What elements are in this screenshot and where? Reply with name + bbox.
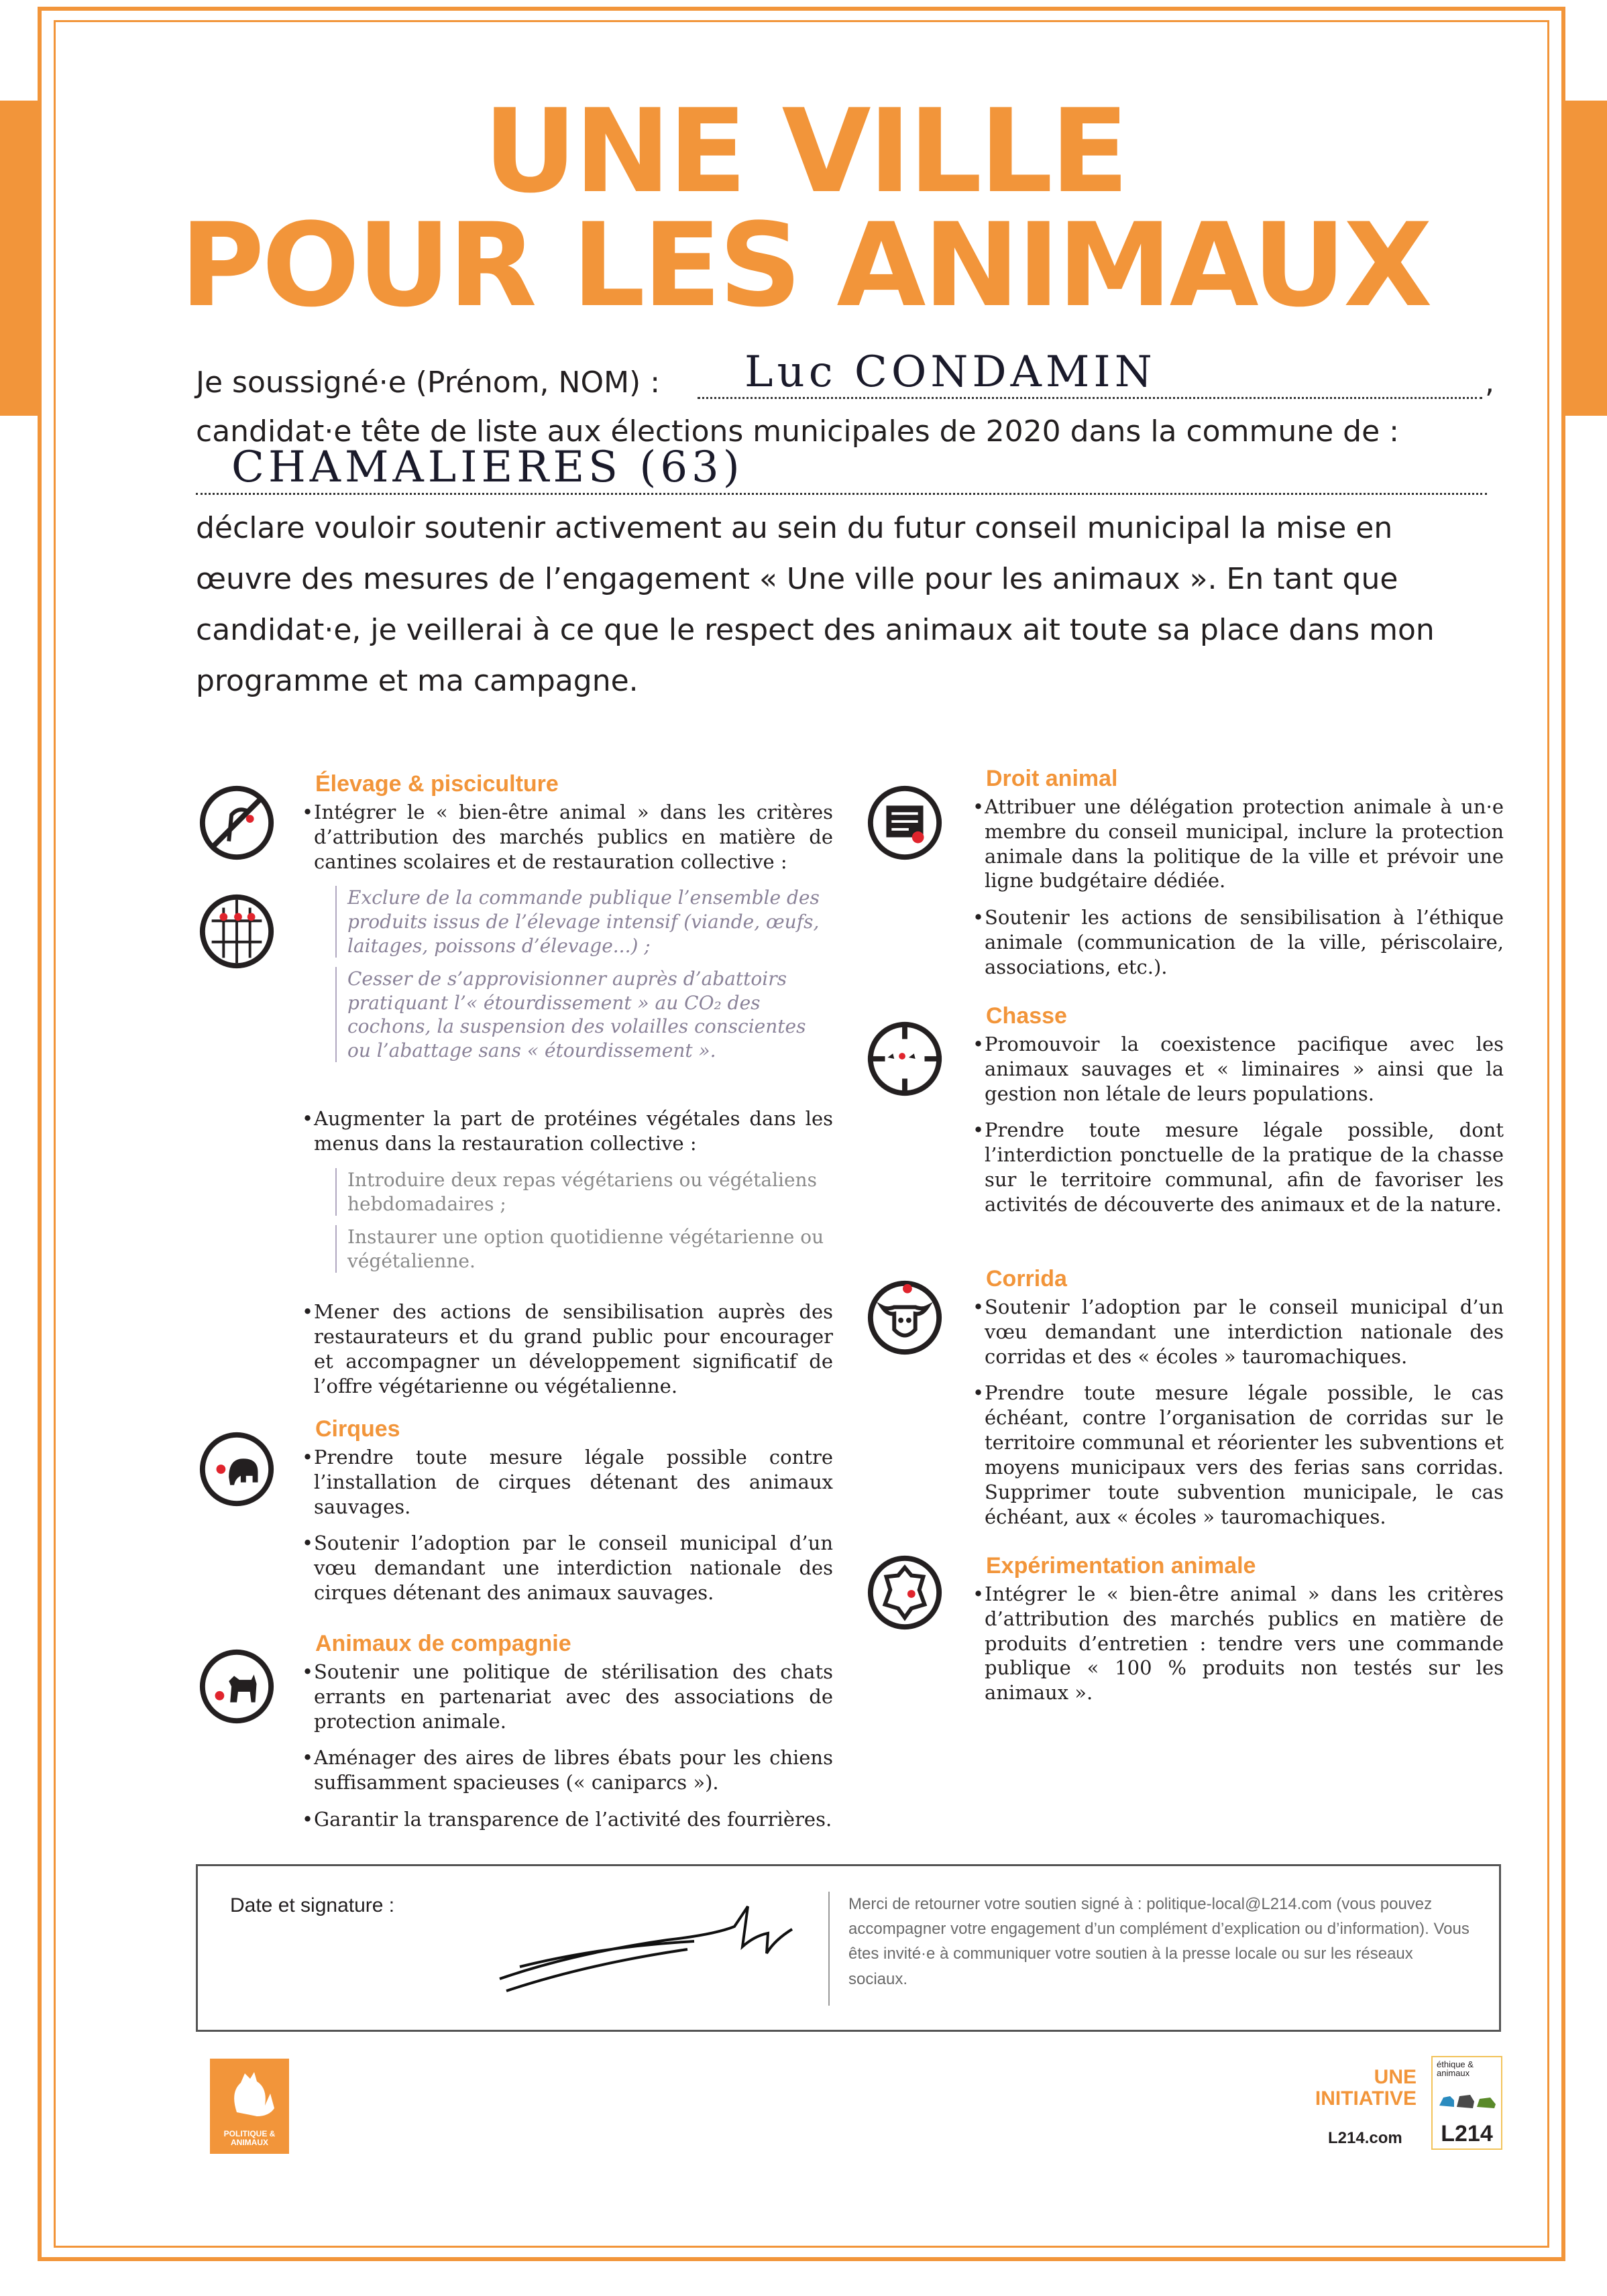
section-droit	[986, 766, 1504, 992]
declaration-name-label: Je soussigné·e (Prénom, NOM) :	[196, 365, 661, 400]
commune-handwritten: CHAMALIERES (63)	[231, 443, 744, 492]
comma: ,	[1485, 365, 1494, 400]
page-title-line-1: UNE VILLE	[483, 84, 1127, 219]
no-fishing-icon	[197, 783, 276, 862]
signature-label: Date et signature :	[230, 1894, 395, 1916]
chasse-bullet-1: • Promouvoir la coexistence pacifique avec les animaux sauvages et « liminaires » ainsi que la gestion non létale de leurs populations.	[973, 1032, 1504, 1106]
bull-icon	[865, 1278, 944, 1357]
elevage-sub-3: Introduire deux repas végétariens ou végétaliens hebdomadaires ;	[335, 1168, 833, 1216]
elephant-icon	[197, 1430, 276, 1509]
declaration-line-2: candidat·e tête de liste aux élections municipales de 2020 dans la commune de :	[196, 414, 1399, 449]
politique-animaux-logo	[210, 2059, 289, 2154]
elevage-bullet-3: • Mener des actions de sensibilisation auprès des restaurateurs et du grand public pour encourager et accompagner un développement significatif de l’offre végétarienne ou végétalienne.	[302, 1300, 833, 1398]
une-initiative-label: UNE INITIATIVE	[1315, 2066, 1417, 2110]
orange-side-bar-left	[0, 101, 39, 416]
experimentation-bullet-1: • Intégrer le « bien-être animal » dans les critères d’attribution des marchés publics en matière de produits d’entretien : tendre vers une commande publique « 100 % produits non testés sur les animaux ».	[973, 1582, 1504, 1705]
document-certificate-icon	[865, 783, 944, 862]
section-title-compagnie: Animaux de compagnie	[315, 1631, 571, 1656]
declaration-line-6: programme et ma campagne.	[196, 664, 639, 698]
section-title-experimentation: Expérimentation animale	[986, 1553, 1256, 1578]
section-title-corrida: Corrida	[986, 1266, 1067, 1292]
page-title-line-2: POUR LES ANIMAUX	[180, 198, 1430, 333]
section-title-chasse: Chasse	[986, 1003, 1067, 1029]
rooster-icon	[210, 2059, 289, 2126]
section-chasse	[986, 1003, 1504, 1229]
section-corrida	[986, 1266, 1504, 1541]
l214-logo-text: L214	[1441, 2121, 1493, 2146]
signature-divider	[828, 1892, 830, 2006]
animal-skin-icon	[865, 1553, 944, 1632]
declaration-line-5: candidat·e, je veillerai à ce que le respect des animaux ait toute sa place dans mon	[196, 613, 1435, 647]
section-elevage	[315, 771, 833, 1410]
compagnie-bullet-3: • Garantir la transparence de l’activité des fourrières.	[302, 1807, 833, 1832]
animals-silhouette-icon	[1437, 2085, 1498, 2112]
section-title-elevage: Élevage & pisciculture	[315, 771, 559, 797]
name-dotted-line	[698, 397, 1482, 399]
section-compagnie	[315, 1631, 833, 1844]
declaration-line-4: œuvre des mesures de l’engagement « Une ville pour les animaux ». En tant que	[196, 562, 1398, 596]
elevage-bullet-1: • Intégrer le « bien-être animal » dans les critères d’attribution des marchés publics en matière de cantines scolaires et de restauration collective :	[302, 800, 833, 874]
cirques-bullet-1: • Prendre toute mesure légale possible contre l’installation de cirques détenant des animaux sauvages.	[302, 1445, 833, 1519]
politique-animaux-label: POLITIQUE & ANIMAUX	[223, 2128, 276, 2147]
orange-side-bar-right	[1565, 101, 1607, 416]
corrida-bullet-2: • Prendre toute mesure légale possible, le cas échéant, contre l’organisation de corridas sur le territoire communal et réorienter les subventions et moyens municipaux vers des ferias sans corridas. Supprimer toute subvention municipale, le cas échéant, aux « écoles » tauromachiques.	[973, 1381, 1504, 1529]
l214-site-link[interactable]: L214.com	[1328, 2129, 1402, 2147]
name-handwritten: Luc CONDAMIN	[744, 347, 1156, 397]
caged-animals-icon	[197, 892, 276, 971]
compagnie-bullet-2: • Aménager des aires de libres ébats pour les chiens suffisamment spacieuses (« caniparcs »).	[302, 1745, 833, 1795]
compagnie-bullet-1: • Soutenir une politique de stérilisation des chats errants en partenariat avec des associations de protection animale.	[302, 1660, 833, 1733]
chasse-bullet-2: • Prendre toute mesure légale possible, dont l’interdiction ponctuelle de la pratique de la chasse sur le territoire communal, afin de favoriser les activités de découverte des animaux et de la nature.	[973, 1118, 1504, 1216]
dog-icon	[197, 1647, 276, 1726]
section-cirques	[315, 1416, 833, 1617]
crosshair-icon	[865, 1019, 944, 1098]
elevage-bullet-2: • Augmenter la part de protéines végétales dans les menus dans la restauration collective :	[302, 1106, 833, 1156]
handwritten-signature	[493, 1900, 801, 2000]
corrida-bullet-1: • Soutenir l’adoption par le conseil municipal d’un vœu demandant une interdiction nationale des corridas et des « écoles » tauromachiques.	[973, 1295, 1504, 1369]
signature-box	[196, 1864, 1501, 2032]
droit-bullet-2: • Soutenir les actions de sensibilisation à l’éthique animale (communication de la ville, périscolaire, associations, etc.).	[973, 905, 1504, 979]
l214-logo-tagline: éthique & animaux	[1437, 2059, 1474, 2078]
droit-bullet-1: • Attribuer une délégation protection animale à un·e membre du conseil municipal, inclure la protection animale dans la politique de la ville et prévoir une ligne budgétaire dédiée.	[973, 795, 1504, 893]
elevage-sub-1: Exclure de la commande publique l’ensemble des produits issus de l’élevage intensif (viande, œufs, laitages, poissons d’élevage...) ;	[335, 886, 833, 958]
section-title-droit: Droit animal	[986, 766, 1118, 791]
elevage-sub-4: Instaurer une option quotidienne végétarienne ou végétalienne.	[335, 1225, 833, 1273]
elevage-sub-2: Cesser de s’approvisionner auprès d’abattoirs pratiquant l’« étourdissement » au CO₂ des cochons, la suspension des volailles conscientes ou l’abattage sans « étourdissement ».	[335, 967, 833, 1062]
section-title-cirques: Cirques	[315, 1416, 400, 1442]
signature-instructions: Merci de retourner votre soutien signé à : politique-local@L214.com (vous pouvez accompagner votre engagement d’un complément d’explication ou d’information). Vous êtes invité·e à communiquer votre soutien à la presse locale ou sur les réseaux sociaux.	[848, 1895, 1470, 1988]
l214-logo	[1431, 2056, 1502, 2150]
cirques-bullet-2: • Soutenir l’adoption par le conseil municipal d’un vœu demandant une interdiction nationale des cirques détenant des animaux sauvages.	[302, 1531, 833, 1605]
declaration-line-3: déclare vouloir soutenir activement au sein du futur conseil municipal la mise en	[196, 511, 1393, 545]
section-experimentation	[986, 1553, 1504, 1717]
commune-dotted-line	[196, 493, 1487, 495]
